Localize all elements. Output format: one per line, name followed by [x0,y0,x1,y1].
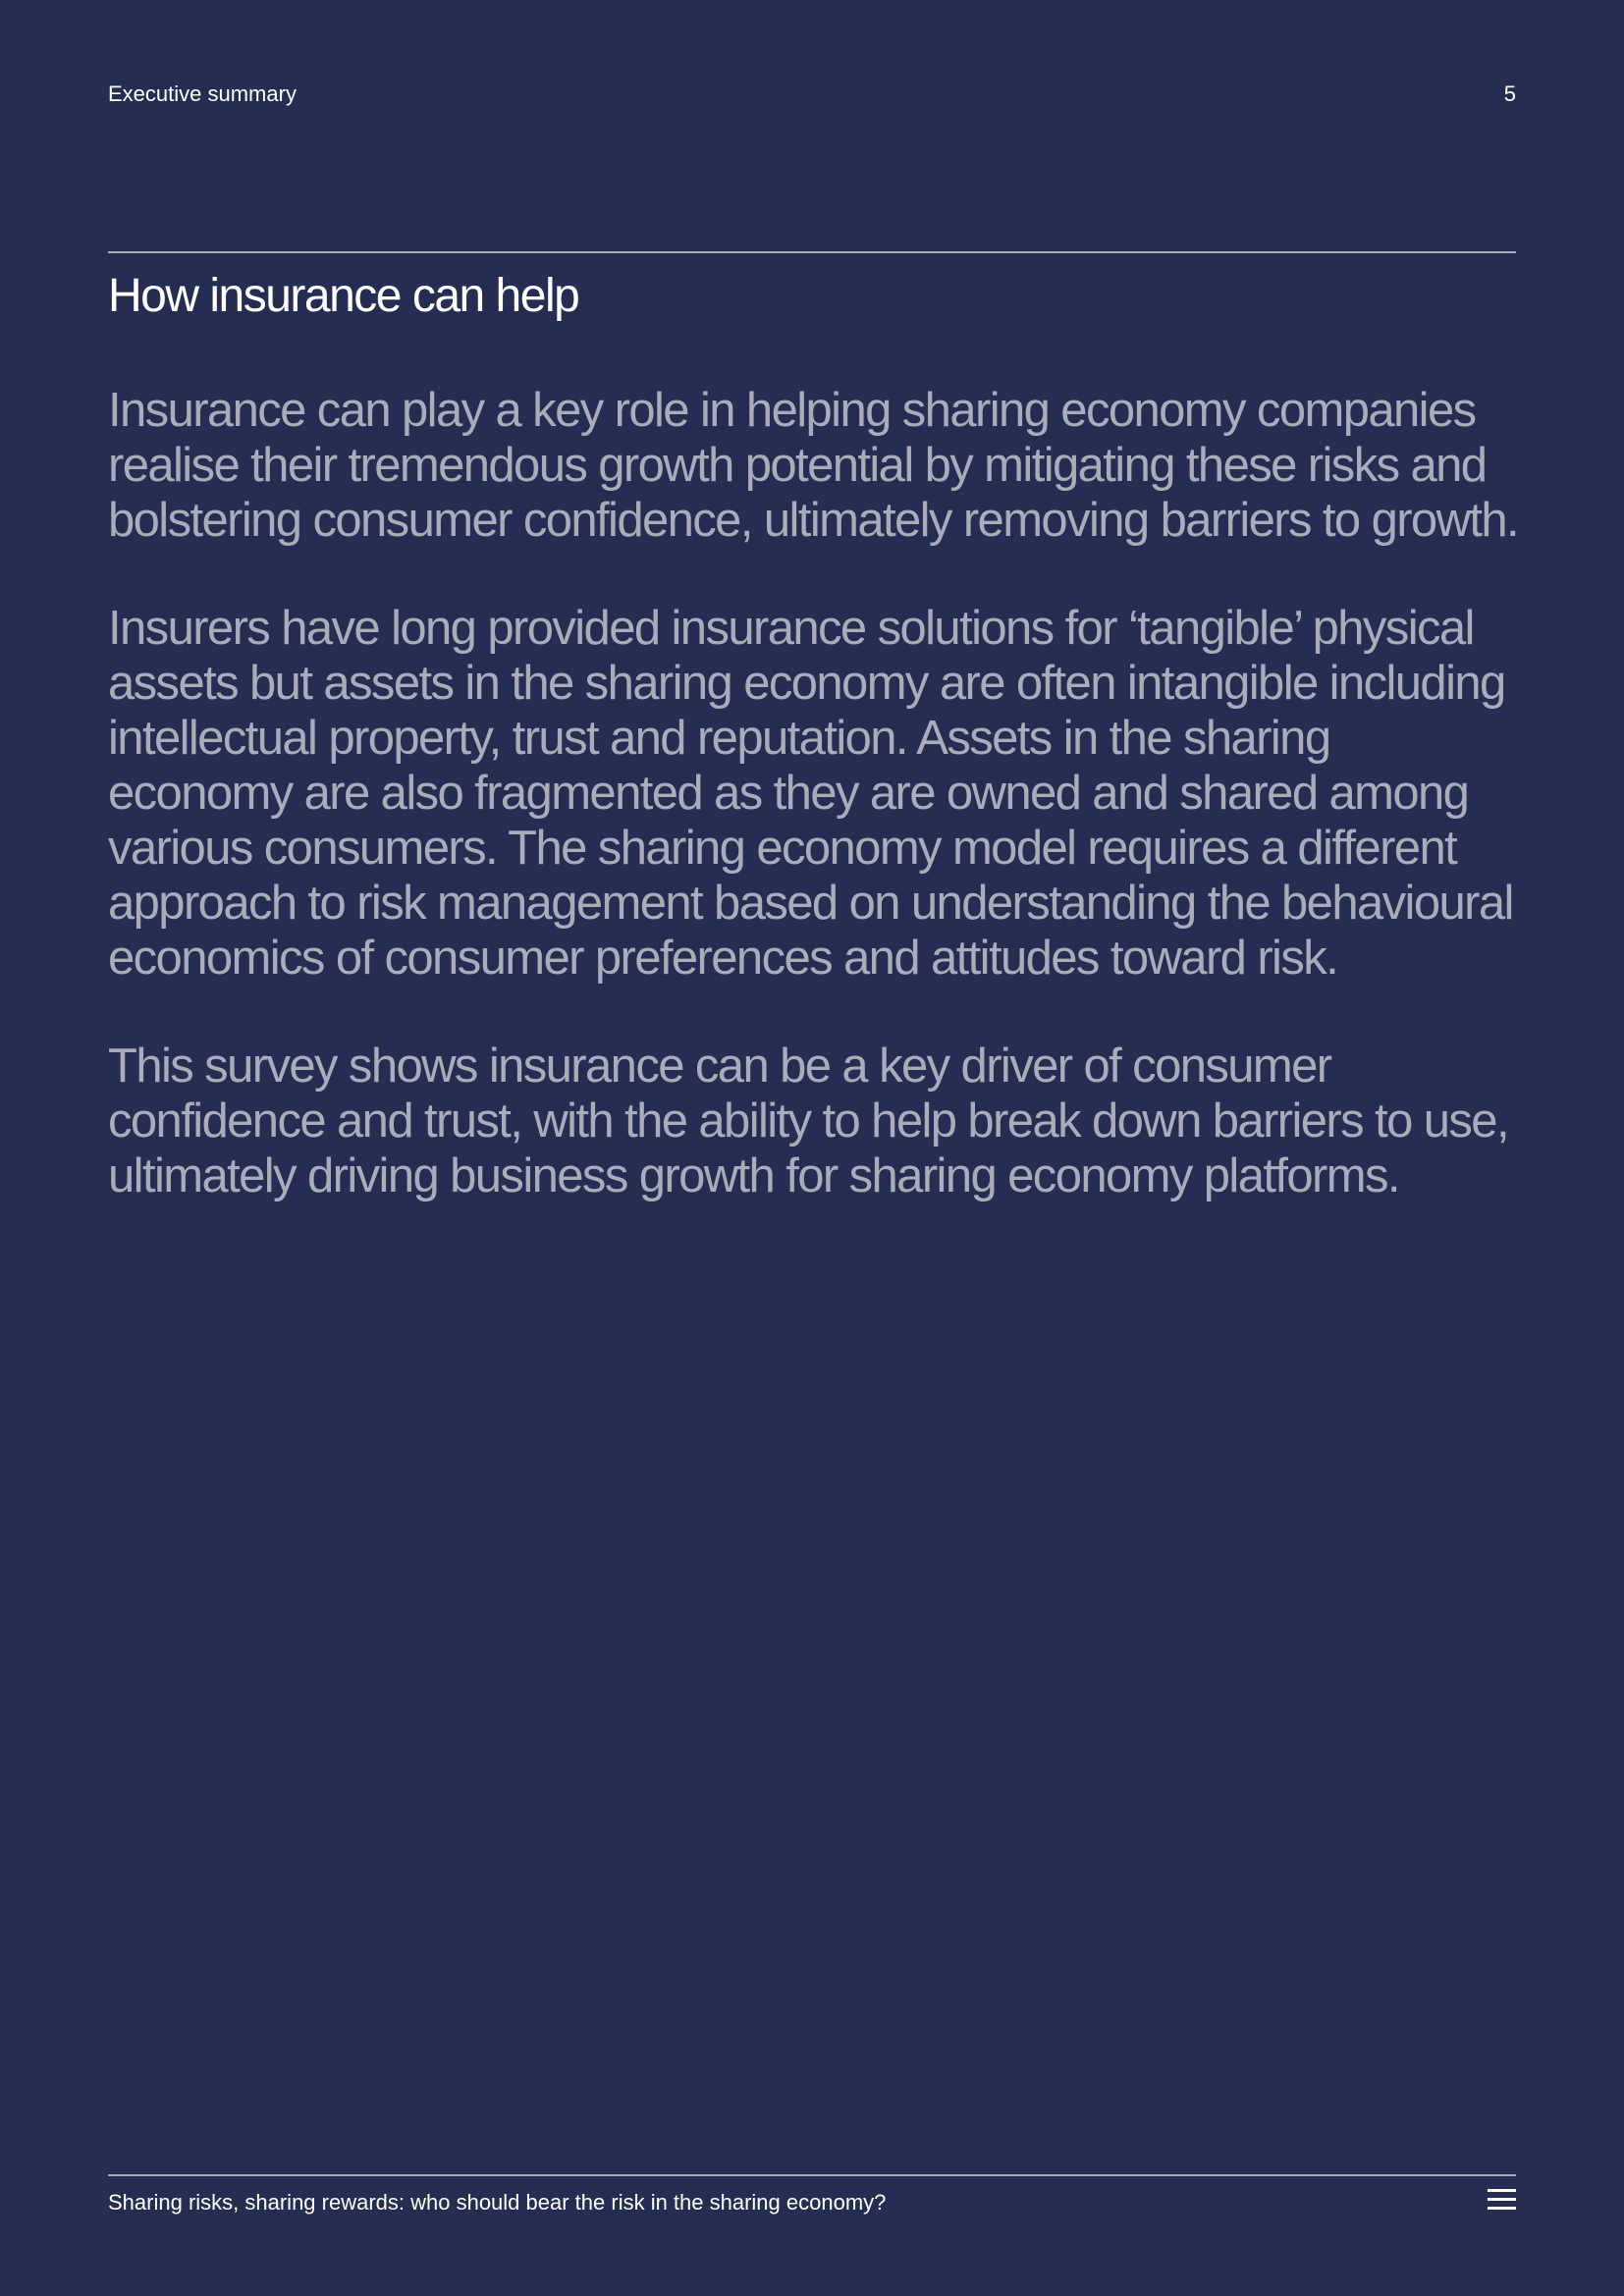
top-divider [108,251,1516,253]
menu-icon-bar [1488,2207,1516,2210]
paragraph-3: This survey shows insurance can be a key driver of consumer confidence and trust, with the ability to help break down barriers to use, ultimately driving business growth for sharing economy platforms. [108,1040,1508,1202]
page-number: 5 [1503,81,1516,106]
paragraph-1: Insurance can play a key role in helping sharing economy companies realise their tremendous growth potential by mitigating these risks and bolstering consumer confidence, ultimately removing barriers to growth. [108,384,1519,547]
page-title: How insurance can help [108,270,579,322]
menu-icon-bar [1488,2198,1516,2201]
section-label: Executive summary [108,81,297,106]
hamburger-menu-icon[interactable] [1488,2189,1516,2213]
body-text [108,383,1522,1256]
menu-icon-bar [1488,2189,1516,2192]
bottom-divider [108,2174,1516,2176]
paragraph-2: Insurers have long provided insurance solutions for ‘tangible’ physical assets but assets in the sharing economy are often intangible including intellectual property, trust and reputation. Assets in the sharing economy are also fragmented as they are owned and shared among various consumers. The sharing economy model requires a different approach to risk management based on understanding the behavioural economics of consumer preferences and attitudes toward risk. [108,602,1513,985]
footer-document-title: Sharing risks, sharing rewards: who should bear the risk in the sharing economy? [108,2190,887,2215]
